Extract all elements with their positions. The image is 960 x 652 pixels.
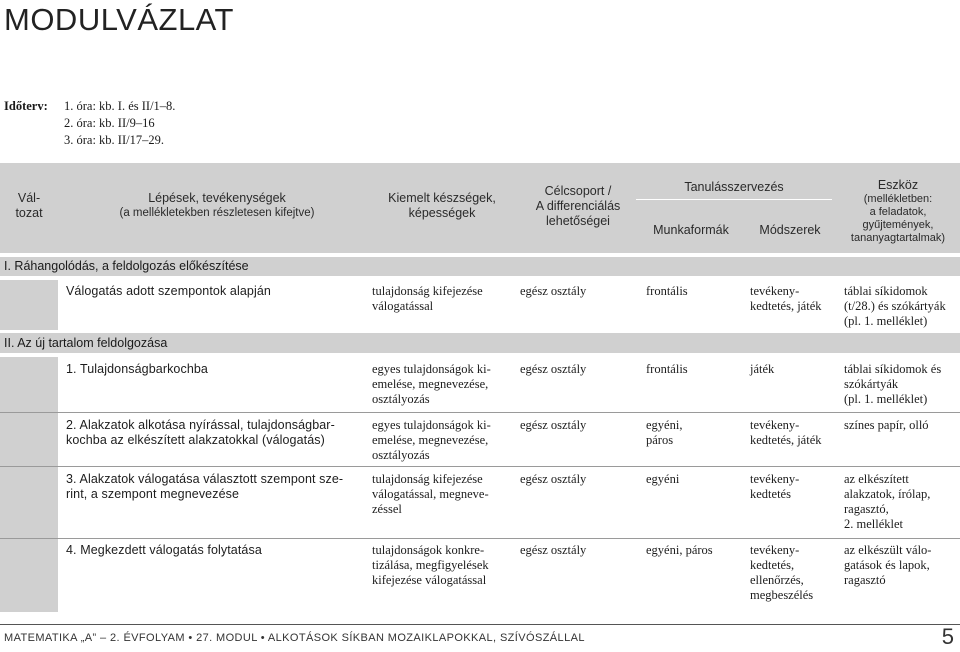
header-divider	[636, 199, 832, 200]
row-step-line: rint, a szempont megnevezése	[66, 487, 240, 501]
row-work-line: egyéni,	[646, 418, 683, 432]
page-title: MODULVÁZLAT	[4, 2, 234, 37]
header-target-line: lehetőségei	[546, 214, 610, 228]
schedule-row: 1. óra: kb. I. és II/1–8.	[64, 99, 176, 113]
row-skills-line: válogatással	[372, 299, 434, 313]
version-column-fill-1	[0, 280, 58, 330]
row-group: egész osztály	[520, 284, 587, 298]
row-tool-line: (pl. 1. melléklet)	[844, 392, 928, 406]
header-tools-title: Eszköz	[877, 178, 919, 192]
header-steps-title: Lépések, tevékenységek	[148, 191, 286, 205]
row-step	[66, 362, 364, 377]
row-work	[646, 362, 688, 377]
row-tool	[844, 472, 930, 532]
row-tool-line: gatások és lapok,	[844, 558, 930, 572]
page-number: 5	[941, 624, 954, 649]
header-work-forms: Munkaformák	[653, 223, 729, 237]
schedule-row: 2. óra: kb. II/9–16	[64, 116, 155, 130]
row-method-line: tevékeny-	[750, 472, 800, 486]
row-skills	[372, 418, 518, 463]
row-skills-line: osztályozás	[372, 392, 430, 406]
row-divider	[0, 412, 960, 413]
row-tool-line: színes papír, olló	[844, 418, 929, 432]
row-step	[66, 543, 364, 558]
row-skills-line: tulajdonságok konkre-	[372, 543, 485, 557]
row-tool-line: az elkészült válo-	[844, 543, 932, 557]
row-skills-line: osztályozás	[372, 448, 430, 462]
header-tools	[838, 178, 958, 245]
row-tool	[844, 362, 941, 407]
row-work-line: frontális	[646, 284, 688, 298]
row-skills-line: egyes tulajdonságok ki-	[372, 418, 491, 432]
row-work	[646, 472, 679, 487]
header-skills	[368, 191, 516, 221]
header-steps	[76, 191, 358, 221]
row-work	[646, 418, 682, 448]
row-tool-line: (t/28.) és szókártyák	[844, 299, 946, 313]
row-step-line: kochba az elkészített alakzatokkal (válogatás)	[66, 433, 325, 447]
row-method-line: kedtetés, játék	[750, 299, 822, 313]
row-step	[66, 284, 364, 299]
row-group: egész osztály	[520, 362, 587, 376]
header-target-line: A differenciálás	[535, 199, 621, 213]
row-work-line: egyéni	[646, 472, 680, 486]
header-tools-sub: gyűjtemények,	[862, 219, 934, 231]
row-skills-line: zéssel	[372, 502, 402, 516]
row-work	[646, 284, 688, 299]
header-version-line: Vál-	[17, 191, 41, 205]
row-method	[750, 418, 822, 448]
row-work	[646, 543, 713, 558]
header-steps-sub: (a mellékletekben részletesen kifejtve)	[119, 207, 315, 219]
section-heading-1: I. Ráhangolódás, a feldolgozás előkészítése	[4, 259, 249, 273]
row-work-line: páros	[646, 433, 674, 447]
header-version-line: tozat	[15, 206, 43, 220]
header-skills-line: Kiemelt készségek,	[388, 191, 496, 205]
row-method-line: tevékeny-	[750, 543, 800, 557]
header-version	[2, 191, 56, 221]
row-tool-line: táblai síkidomok és	[844, 362, 942, 376]
row-tool-line: szókártyák	[844, 377, 899, 391]
row-method	[750, 284, 822, 314]
row-skills	[372, 362, 518, 407]
header-tools-sub: a feladatok,	[869, 206, 927, 218]
row-method	[750, 362, 774, 377]
header-organization: Tanulásszervezés	[684, 180, 784, 194]
row-tool-line: 2. melléklet	[844, 517, 904, 531]
row-tool	[844, 284, 946, 329]
row-method-line: tevékeny-	[750, 418, 800, 432]
footer-text: MATEMATIKA „A” – 2. ÉVFOLYAM • 27. MODUL • ALKOTÁSOK SÍKBAN MOZAIKLAPOKKAL, SZÍVÓSZÁLLAL	[4, 632, 585, 644]
row-step	[66, 418, 364, 448]
row-tool-line: (pl. 1. melléklet)	[844, 314, 928, 328]
row-method	[750, 472, 799, 502]
header-target-line: Célcsoport /	[544, 184, 612, 198]
row-group: egész osztály	[520, 472, 587, 486]
row-tool	[844, 418, 929, 433]
row-skills-line: egyes tulajdonságok ki-	[372, 362, 491, 376]
row-group: egész osztály	[520, 418, 587, 432]
row-skills-line: tulajdonság kifejezése	[372, 284, 483, 298]
row-method-line: játék	[750, 362, 775, 376]
row-work-line: frontális	[646, 362, 688, 376]
row-skills	[372, 543, 518, 588]
header-target-group	[518, 184, 638, 229]
header-tools-sub: tananyagtartalmak)	[850, 232, 946, 244]
row-tool-line: alakzatok, írólap,	[844, 487, 931, 501]
row-step	[66, 472, 364, 502]
row-method-line: kedtetés,	[750, 558, 795, 572]
row-skills-line: tizálása, megfigyelések	[372, 558, 489, 572]
row-method-line: kedtetés, játék	[750, 433, 822, 447]
schedule-label: Időterv:	[4, 99, 48, 113]
row-work-line: egyéni, páros	[646, 543, 713, 557]
row-step-line: 1. Tulajdonságbarkochba	[66, 362, 208, 376]
row-skills	[372, 472, 518, 517]
row-skills-line: kifejezése válogatással	[372, 573, 487, 587]
row-group: egész osztály	[520, 543, 587, 557]
row-method-line: tevékeny-	[750, 284, 800, 298]
row-method-line: kedtetés	[750, 487, 791, 501]
row-method	[750, 543, 813, 603]
row-method-line: ellenőrzés,	[750, 573, 804, 587]
row-step-line: 3. Alakzatok válogatása választott szempont sze-	[66, 472, 344, 486]
header-skills-line: képességek	[408, 206, 476, 220]
row-divider	[0, 538, 960, 539]
row-tool-line: ragasztó	[844, 573, 886, 587]
row-tool-line: táblai síkidomok	[844, 284, 928, 298]
row-skills-line: emelése, megnevezése,	[372, 433, 489, 447]
row-skills-line: tulajdonság kifejezése	[372, 472, 483, 486]
row-skills-line: emelése, megnevezése,	[372, 377, 489, 391]
row-method-line: megbeszélés	[750, 588, 814, 602]
row-tool	[844, 543, 931, 588]
header-tools-sub: (mellékletben:	[863, 193, 933, 205]
row-skills-line: válogatással, megneve-	[372, 487, 489, 501]
footer-rule	[0, 624, 960, 625]
version-column-fill-2	[0, 357, 58, 612]
row-step-line: 2. Alakzatok alkotása nyírással, tulajdonságbar-	[66, 418, 335, 432]
row-skills	[372, 284, 518, 314]
row-step-line: 4. Megkezdett válogatás folytatása	[66, 543, 262, 557]
section-heading-2: II. Az új tartalom feldolgozása	[4, 336, 168, 350]
row-tool-line: ragasztó,	[844, 502, 889, 516]
header-methods: Módszerek	[759, 223, 821, 237]
row-step-line: Válogatás adott szempontok alapján	[66, 284, 271, 298]
row-divider	[0, 466, 960, 467]
schedule-row: 3. óra: kb. II/17–29.	[64, 133, 164, 147]
row-tool-line: az elkészített	[844, 472, 909, 486]
